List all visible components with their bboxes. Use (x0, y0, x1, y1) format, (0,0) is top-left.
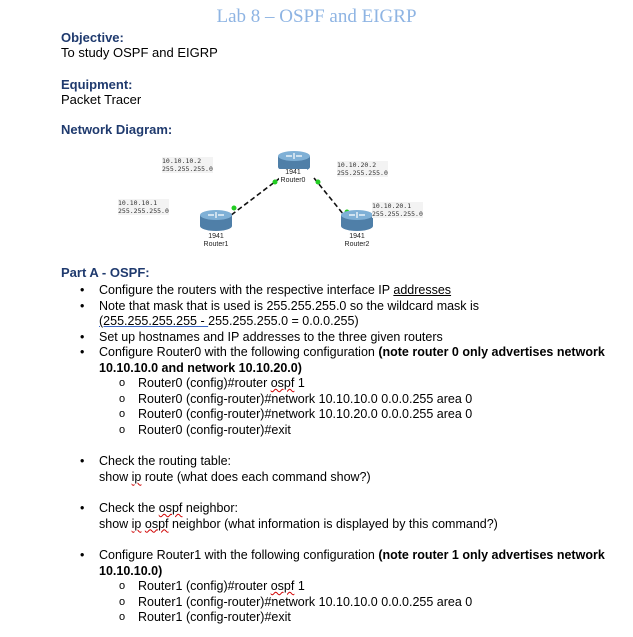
step-text: 255.255.255.0 = 0.0.0.255) (208, 314, 359, 328)
router2-label (341, 233, 373, 249)
network-diagram-heading: Network Diagram: (61, 122, 173, 137)
step-text: show (99, 516, 132, 531)
ip-label-10-10-20-1 (372, 202, 423, 218)
equipment-text: Packet Tracer (61, 92, 142, 107)
ip-label-mask: 255.255.255.0 (337, 169, 388, 177)
step-wildcard-mask (80, 299, 620, 330)
router1-name: Router1 (203, 241, 229, 248)
router1-command-1 (80, 579, 620, 595)
router0-command-3: o Router0 (config-router)#network 10.10.20.0 0.0.0.255 area 0 (80, 407, 620, 423)
step-configure-router1 (80, 548, 620, 579)
ip-label-ip: 10.10.20.1 (372, 202, 412, 210)
spelling-flag: ospf (270, 579, 295, 593)
command-text: 1 (294, 579, 305, 593)
step-text: Configure the routers with the respective interface IP (99, 283, 394, 297)
step-text: • Note that mask that is used is 255.255.255.0 so the wildcard mask is (99, 298, 480, 313)
step-text: • Check the routing table: (99, 454, 232, 468)
step-check-routing-table (80, 454, 620, 485)
spelling-flag: ospf (158, 501, 183, 515)
port-router0-left (273, 180, 278, 185)
step-hyperlink[interactable]: (255.255.255.255 - (99, 314, 209, 328)
spelling-flag: ospf (144, 516, 169, 531)
step-text: Check the (99, 501, 159, 515)
step-bold-note: (note router 0 only advertises network 10.10.10.0 and network 10.10.20.0) (99, 345, 605, 375)
step-hostnames: • Set up hostnames and IP addresses to the three given routers (80, 330, 620, 346)
spelling-flag: ip (131, 469, 142, 484)
step-text: neighbor: (182, 501, 239, 515)
objective-text: To study OSPF and EIGRP (61, 45, 218, 60)
step-text: route (what does each command show?) (141, 469, 371, 484)
spelling-flag: ospf (270, 376, 295, 390)
equipment-heading: Equipment: (61, 77, 133, 92)
step-configure-router0 (80, 345, 620, 376)
router1-label (200, 233, 232, 249)
step-underlined-word: addresses (393, 283, 452, 297)
command-text: 1 (294, 376, 305, 390)
ip-label-ip: 10.10.10.2 (162, 157, 202, 165)
router0-command-1 (80, 376, 620, 392)
port-router0-right (316, 180, 321, 185)
router2-model: 1941 (349, 233, 365, 240)
ip-label-mask: 255.255.255.0 (162, 165, 213, 173)
step-configure-interfaces (80, 283, 620, 299)
router0-command-4: o Router0 (config-router)#exit (80, 423, 620, 439)
step-text: neighbor (what information is displayed by this command?) (168, 516, 498, 531)
router0-model: 1941 (285, 169, 301, 176)
port-router1 (232, 206, 237, 211)
step-check-ospf-neighbor (80, 501, 620, 532)
command-text: Router0 (config)#router (138, 376, 271, 390)
router1-command-2: o Router1 (config-router)#network 10.10.10.0 0.0.0.255 area 0 (80, 595, 620, 611)
step-text: show (99, 469, 132, 484)
router0-name: Router0 (280, 177, 306, 184)
step-text: Configure Router0 with the following configuration (99, 345, 379, 359)
router0-command-2: o Router0 (config-router)#network 10.10.10.0 0.0.0.255 area 0 (80, 392, 620, 408)
router1-model: 1941 (208, 233, 224, 240)
router2-icon (341, 210, 373, 231)
router2-name: Router2 (344, 241, 370, 248)
ip-label-10-10-10-2 (162, 157, 213, 173)
part-a-heading: Part A - OSPF: (61, 265, 150, 280)
step-text: Configure Router1 with the following configuration (99, 548, 379, 562)
part-a-steps (80, 283, 620, 626)
ip-label-ip: 10.10.10.1 (118, 199, 158, 207)
ip-label-10-10-20-2 (337, 161, 388, 177)
step-bold-note: (note router 1 only advertises network 10.10.10.0) (99, 548, 605, 578)
ip-label-mask: 255.255.255.0 (372, 210, 423, 218)
ip-label-ip: 10.10.20.2 (337, 161, 377, 169)
ip-label-10-10-10-1 (118, 199, 169, 215)
command-text: Router1 (config)#router (138, 579, 271, 593)
network-diagram (100, 140, 440, 260)
ip-label-mask: 255.255.255.0 (118, 207, 169, 215)
router1-icon (200, 210, 232, 231)
spelling-flag: ip (131, 516, 142, 531)
router0-label (279, 169, 307, 185)
router1-command-3: o Router1 (config-router)#exit (80, 610, 620, 626)
document-title: Lab 8 – OSPF and EIGRP (216, 6, 417, 27)
objective-heading: Objective: (61, 30, 124, 45)
